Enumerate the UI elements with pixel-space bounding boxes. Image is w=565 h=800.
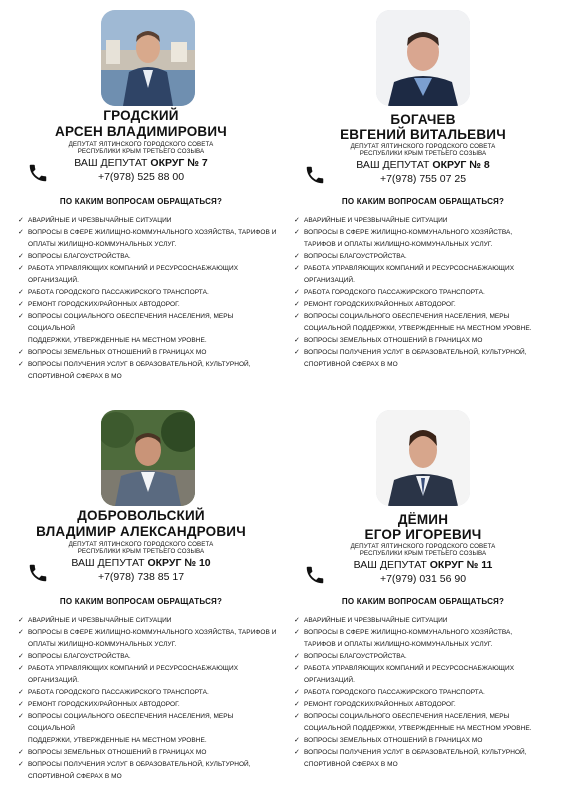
questions-heading: ПО КАКИМ ВОПРОСАМ ОБРАЩАТЬСЯ?	[59, 197, 223, 206]
check-icon: ✓	[294, 337, 300, 344]
list-item: ✓ РАБОТА ГОРОДСКОГО ПАССАЖИРСКОГО ТРАНСПОРТА.	[18, 287, 280, 299]
list-item: ✓ ВОПРОСЫ БЛАГОУСТРОЙСТВА.	[294, 651, 556, 663]
questions-heading: ПО КАКИМ ВОПРОСАМ ОБРАЩАТЬСЯ?	[59, 597, 223, 606]
portrait-photo	[376, 10, 470, 106]
portrait-photo	[376, 410, 470, 506]
check-icon: ✓	[294, 349, 300, 356]
check-icon: ✓	[18, 301, 24, 308]
topics-list	[18, 215, 280, 383]
topics-list	[18, 615, 280, 783]
list-item: ✓ РЕМОНТ ГОРОДСКИХ/РАЙОННЫХ АВТОДОРОГ.	[294, 299, 556, 311]
questions-heading: ПО КАКИМ ВОПРОСАМ ОБРАЩАТЬСЯ?	[341, 197, 505, 206]
list-item: ✓ РАБОТА УПРАВЛЯЮЩИХ КОМПАНИЙ И РЕСУРСОСНАБЖАЮЩИХ ОРГАНИЗАЦИЙ.	[18, 665, 239, 684]
check-icon: ✓	[18, 701, 24, 708]
district-number: ОКРУГ № 10	[147, 557, 211, 569]
list-item: ✓ РАБОТА УПРАВЛЯЮЩИХ КОМПАНИЙ И РЕСУРСОСНАБЖАЮЩИХ ОРГАНИЗАЦИЙ.	[294, 265, 515, 284]
deputy-phone[interactable]: +7(979) 031 56 90	[379, 573, 467, 585]
list-item: ✓ ВОПРОСЫ ПОЛУЧЕНИЯ УСЛУГ В ОБРАЗОВАТЕЛЬНОЙ, КУЛЬТУРНОЙ, СПОРТИВНОЙ СФЕРАХ В МО	[294, 749, 527, 768]
check-icon: ✓	[294, 265, 300, 272]
check-icon: ✓	[294, 749, 300, 756]
deputy-surname: БОГАЧЕВ	[390, 112, 456, 127]
deputy-given-name: АРСЕН ВЛАДИМИРОВИЧ	[55, 124, 227, 139]
deputy-photo	[101, 10, 195, 106]
deputy-council: РЕСПУБЛИКИ КРЫМ ТРЕТЬЕГО СОЗЫВА	[359, 150, 487, 157]
list-item: ✓ ВОПРОСЫ ПОЛУЧЕНИЯ УСЛУГ В ОБРАЗОВАТЕЛЬНОЙ, КУЛЬТУРНОЙ, СПОРТИВНОЙ СФЕРАХ В МО	[18, 361, 251, 380]
list-item: ✓ РАБОТА ГОРОДСКОГО ПАССАЖИРСКОГО ТРАНСПОРТА.	[18, 687, 280, 699]
list-item: ✓ АВАРИЙНЫЕ И ЧРЕЗВЫЧАЙНЫЕ СИТУАЦИИ	[294, 215, 556, 227]
deputy-photo	[376, 10, 470, 106]
check-icon: ✓	[294, 713, 300, 720]
check-icon: ✓	[294, 301, 300, 308]
check-icon: ✓	[18, 713, 24, 720]
district-prefix: ВАШ ДЕПУТАТ	[353, 559, 427, 571]
list-item: ✓ ВОПРОСЫ В СФЕРЕ ЖИЛИЩНО-КОММУНАЛЬНОГО ХОЗЯЙСТВА, ТАРИФОВ И ОПЛАТЫ ЖИЛИЩНО-КОММУНАЛЬНЫХ УСЛУГ.	[294, 629, 513, 648]
check-icon: ✓	[294, 289, 300, 296]
list-item: ✓ ВОПРОСЫ В СФЕРЕ ЖИЛИЩНО-КОММУНАЛЬНОГО ХОЗЯЙСТВА, ТАРИФОВ И ОПЛАТЫ ЖИЛИЩНО-КОММУНАЛЬНЫХ УСЛУГ.	[18, 229, 277, 248]
deputy-position: ДЕПУТАТ ЯЛТИНСКОГО ГОРОДСКОГО СОВЕТА	[68, 141, 214, 148]
check-icon: ✓	[18, 629, 24, 636]
portrait-photo	[101, 10, 195, 106]
phone-handset-icon	[304, 164, 326, 186]
list-item: ✓ АВАРИЙНЫЕ И ЧРЕЗВЫЧАЙНЫЕ СИТУАЦИИ	[18, 215, 280, 227]
deputy-card	[282, 400, 564, 800]
district-number: ОКРУГ № 8	[432, 159, 490, 171]
check-icon: ✓	[294, 229, 300, 236]
deputy-given-name: ЕГОР ИГОРЕВИЧ	[364, 527, 482, 542]
check-icon: ✓	[294, 701, 300, 708]
deputy-surname: ГРОДСКИЙ	[103, 108, 179, 123]
deputy-council: РЕСПУБЛИКИ КРЫМ ТРЕТЬЕГО СОЗЫВА	[77, 148, 205, 155]
list-item: ✓ АВАРИЙНЫЕ И ЧРЕЗВЫЧАЙНЫЕ СИТУАЦИИ	[18, 615, 280, 627]
check-icon: ✓	[294, 737, 300, 744]
phone-handset-icon	[304, 564, 326, 586]
list-item: ✓ АВАРИЙНЫЕ И ЧРЕЗВЫЧАЙНЫЕ СИТУАЦИИ	[294, 615, 556, 627]
check-icon: ✓	[294, 689, 300, 696]
district-number: ОКРУГ № 11	[429, 559, 493, 571]
check-icon: ✓	[18, 761, 24, 768]
check-icon: ✓	[18, 749, 24, 756]
district-prefix: ВАШ ДЕПУТАТ	[74, 157, 148, 169]
check-icon: ✓	[18, 689, 24, 696]
check-icon: ✓	[18, 653, 24, 660]
check-icon: ✓	[18, 289, 24, 296]
list-item: ✓ РЕМОНТ ГОРОДСКИХ/РАЙОННЫХ АВТОДОРОГ.	[294, 699, 556, 711]
list-item: ✓ ВОПРОСЫ В СФЕРЕ ЖИЛИЩНО-КОММУНАЛЬНОГО ХОЗЯЙСТВА, ТАРИФОВ И ОПЛАТЫ ЖИЛИЩНО-КОММУНАЛЬНЫХ УСЛУГ.	[18, 629, 277, 648]
check-icon: ✓	[294, 313, 300, 320]
deputy-given-name: ВЛАДИМИР АЛЕКСАНДРОВИЧ	[36, 524, 246, 539]
check-icon: ✓	[18, 665, 24, 672]
portrait-photo	[101, 410, 195, 506]
list-item: ✓ ВОПРОСЫ ЗЕМЕЛЬНЫХ ОТНОШЕНИЙ В ГРАНИЦАХ МО	[294, 335, 556, 347]
list-item: ✓ ВОПРОСЫ СОЦИАЛЬНОГО ОБЕСПЕЧЕНИЯ НАСЕЛЕНИЯ, МЕРЫ СОЦИАЛЬНОЙ ПОДДЕРЖКИ, УТВЕРЖДЕННЫЕ НА МЕСТНОМ УРОВНЕ.	[294, 713, 532, 732]
topics-list	[294, 615, 556, 771]
check-icon: ✓	[294, 629, 300, 636]
deputy-photo	[101, 410, 195, 506]
check-icon: ✓	[294, 253, 300, 260]
list-item: ✓ ВОПРОСЫ ПОЛУЧЕНИЯ УСЛУГ В ОБРАЗОВАТЕЛЬНОЙ, КУЛЬТУРНОЙ, СПОРТИВНОЙ СФЕРАХ В МО	[18, 761, 251, 780]
deputy-card	[0, 0, 282, 400]
list-item: ✓ РЕМОНТ ГОРОДСКИХ/РАЙОННЫХ АВТОДОРОГ.	[18, 699, 280, 711]
topics-list	[294, 215, 556, 371]
deputy-position: ДЕПУТАТ ЯЛТИНСКОГО ГОРОДСКОГО СОВЕТА	[350, 143, 496, 150]
check-icon: ✓	[294, 653, 300, 660]
check-icon: ✓	[18, 313, 24, 320]
list-item: ✓ ВОПРОСЫ БЛАГОУСТРОЙСТВА.	[294, 251, 556, 263]
list-item: ✓ ВОПРОСЫ ЗЕМЕЛЬНЫХ ОТНОШЕНИЙ В ГРАНИЦАХ МО	[18, 747, 280, 759]
deputy-given-name: ЕВГЕНИЙ ВИТАЛЬЕВИЧ	[340, 127, 506, 142]
district-number: ОКРУГ № 7	[150, 157, 208, 169]
deputy-council: РЕСПУБЛИКИ КРЫМ ТРЕТЬЕГО СОЗЫВА	[359, 550, 487, 557]
check-icon: ✓	[18, 217, 24, 224]
deputy-surname: ДЁМИН	[397, 512, 449, 527]
check-icon: ✓	[18, 617, 24, 624]
deputy-card	[282, 0, 564, 400]
deputy-position: ДЕПУТАТ ЯЛТИНСКОГО ГОРОДСКОГО СОВЕТА	[68, 541, 214, 548]
deputy-phone[interactable]: +7(978) 755 07 25	[379, 173, 467, 185]
list-item: ✓ ВОПРОСЫ ПОЛУЧЕНИЯ УСЛУГ В ОБРАЗОВАТЕЛЬНОЙ, КУЛЬТУРНОЙ, СПОРТИВНОЙ СФЕРАХ В МО	[294, 349, 527, 368]
district-prefix: ВАШ ДЕПУТАТ	[71, 557, 145, 569]
check-icon: ✓	[18, 253, 24, 260]
list-item: ✓ ВОПРОСЫ БЛАГОУСТРОЙСТВА.	[18, 251, 280, 263]
deputy-council: РЕСПУБЛИКИ КРЫМ ТРЕТЬЕГО СОЗЫВА	[77, 548, 205, 555]
deputy-phone[interactable]: +7(978) 738 85 17	[97, 571, 185, 583]
list-item: ✓ ВОПРОСЫ БЛАГОУСТРОЙСТВА.	[18, 651, 280, 663]
list-item: ✓ ВОПРОСЫ ЗЕМЕЛЬНЫХ ОТНОШЕНИЙ В ГРАНИЦАХ МО	[18, 347, 280, 359]
list-item: ✓ РЕМОНТ ГОРОДСКИХ/РАЙОННЫХ АВТОДОРОГ.	[18, 299, 280, 311]
list-item: ✓ РАБОТА УПРАВЛЯЮЩИХ КОМПАНИЙ И РЕСУРСОСНАБЖАЮЩИХ ОРГАНИЗАЦИЙ.	[294, 665, 515, 684]
phone-handset-icon	[27, 162, 49, 184]
check-icon: ✓	[18, 361, 24, 368]
check-icon: ✓	[294, 217, 300, 224]
check-icon: ✓	[18, 229, 24, 236]
list-item: ✓ РАБОТА ГОРОДСКОГО ПАССАЖИРСКОГО ТРАНСПОРТА.	[294, 687, 556, 699]
phone-handset-icon	[27, 562, 49, 584]
list-item: ✓ РАБОТА ГОРОДСКОГО ПАССАЖИРСКОГО ТРАНСПОРТА.	[294, 287, 556, 299]
district-prefix: ВАШ ДЕПУТАТ	[356, 159, 430, 171]
deputy-position: ДЕПУТАТ ЯЛТИНСКОГО ГОРОДСКОГО СОВЕТА	[350, 543, 496, 550]
deputy-photo	[376, 410, 470, 506]
list-item: ✓ РАБОТА УПРАВЛЯЮЩИХ КОМПАНИЙ И РЕСУРСОСНАБЖАЮЩИХ ОРГАНИЗАЦИЙ.	[18, 265, 239, 284]
deputy-phone[interactable]: +7(978) 525 88 00	[97, 171, 185, 183]
list-item: ✓ ВОПРОСЫ ЗЕМЕЛЬНЫХ ОТНОШЕНИЙ В ГРАНИЦАХ МО	[294, 735, 556, 747]
deputy-card	[0, 400, 282, 800]
list-item: ✓ ВОПРОСЫ СОЦИАЛЬНОГО ОБЕСПЕЧЕНИЯ НАСЕЛЕНИЯ, МЕРЫ СОЦИАЛЬНОЙ ПОДДЕРЖКИ, УТВЕРЖДЕННЫЕ НА МЕСТНОМ УРОВНЕ.	[18, 313, 234, 344]
list-item: ✓ ВОПРОСЫ СОЦИАЛЬНОГО ОБЕСПЕЧЕНИЯ НАСЕЛЕНИЯ, МЕРЫ СОЦИАЛЬНОЙ ПОДДЕРЖКИ, УТВЕРЖДЕННЫЕ НА МЕСТНОМ УРОВНЕ.	[18, 713, 234, 744]
check-icon: ✓	[18, 265, 24, 272]
check-icon: ✓	[294, 665, 300, 672]
list-item: ✓ ВОПРОСЫ СОЦИАЛЬНОГО ОБЕСПЕЧЕНИЯ НАСЕЛЕНИЯ, МЕРЫ СОЦИАЛЬНОЙ ПОДДЕРЖКИ, УТВЕРЖДЕННЫЕ НА МЕСТНОМ УРОВНЕ.	[294, 313, 532, 332]
check-icon: ✓	[294, 617, 300, 624]
check-icon: ✓	[18, 349, 24, 356]
deputy-surname: ДОБРОВОЛЬСКИЙ	[77, 508, 205, 523]
questions-heading: ПО КАКИМ ВОПРОСАМ ОБРАЩАТЬСЯ?	[341, 597, 505, 606]
list-item: ✓ ВОПРОСЫ В СФЕРЕ ЖИЛИЩНО-КОММУНАЛЬНОГО ХОЗЯЙСТВА, ТАРИФОВ И ОПЛАТЫ ЖИЛИЩНО-КОММУНАЛЬНЫХ УСЛУГ.	[294, 229, 513, 248]
